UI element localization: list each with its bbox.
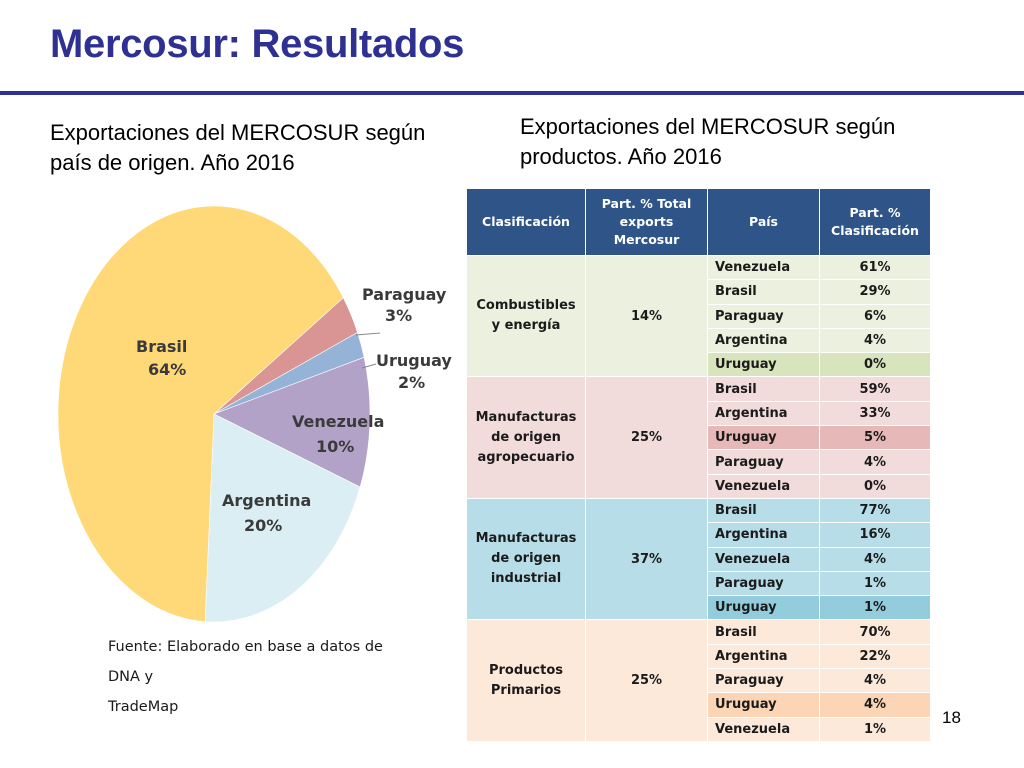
country-cell: Venezuela xyxy=(708,474,820,498)
header-part-clasificacion: Part. % Clasificación xyxy=(820,189,931,256)
country-cell: Brasil xyxy=(708,280,820,304)
country-share-cell: 4% xyxy=(820,693,931,717)
country-cell: Brasil xyxy=(708,620,820,644)
table-row xyxy=(467,498,931,522)
country-share-cell: 4% xyxy=(820,328,931,352)
country-cell: Paraguay xyxy=(708,571,820,595)
category-cell: Combustibles y energía xyxy=(467,256,586,377)
pie-label-name: Argentina xyxy=(222,491,312,510)
exports-table-wrapper xyxy=(466,188,931,742)
country-share-cell: 0% xyxy=(820,353,931,377)
pie-label-value: 64% xyxy=(148,360,187,379)
country-cell: Uruguay xyxy=(708,693,820,717)
country-share-cell: 29% xyxy=(820,280,931,304)
source-line-2: TradeMap xyxy=(108,699,179,715)
country-cell: Argentina xyxy=(708,401,820,425)
pie-label-value: 3% xyxy=(385,306,413,325)
country-share-cell: 22% xyxy=(820,644,931,668)
country-share-cell: 61% xyxy=(820,256,931,280)
country-share-cell: 4% xyxy=(820,547,931,571)
country-cell: Brasil xyxy=(708,377,820,401)
country-cell: Uruguay xyxy=(708,353,820,377)
source-note xyxy=(108,632,408,722)
category-share-cell: 25% xyxy=(586,377,708,498)
country-share-cell: 1% xyxy=(820,596,931,620)
country-cell: Paraguay xyxy=(708,669,820,693)
table-row xyxy=(467,377,931,401)
slide-title: Mercosur: Resultados xyxy=(50,22,465,66)
header-pais: País xyxy=(708,189,820,256)
pie-label-value: 20% xyxy=(244,516,283,535)
country-cell: Argentina xyxy=(708,523,820,547)
country-share-cell: 33% xyxy=(820,401,931,425)
country-cell: Paraguay xyxy=(708,450,820,474)
country-cell: Venezuela xyxy=(708,547,820,571)
country-share-cell: 16% xyxy=(820,523,931,547)
country-share-cell: 0% xyxy=(820,474,931,498)
pie-label-name: Uruguay xyxy=(376,351,452,370)
country-share-cell: 70% xyxy=(820,620,931,644)
category-cell: Productos Primarios xyxy=(467,620,586,741)
country-cell: Argentina xyxy=(708,644,820,668)
source-line-1: Fuente: Elaborado en base a datos de DNA y xyxy=(108,639,383,685)
country-cell: Venezuela xyxy=(708,717,820,741)
country-share-cell: 1% xyxy=(820,717,931,741)
country-cell: Uruguay xyxy=(708,426,820,450)
country-share-cell: 59% xyxy=(820,377,931,401)
pie-label-value: 2% xyxy=(398,373,426,392)
category-share-cell: 37% xyxy=(586,498,708,619)
country-share-cell: 1% xyxy=(820,571,931,595)
country-cell: Paraguay xyxy=(708,304,820,328)
header-clasificacion: Clasificación xyxy=(467,189,586,256)
country-share-cell: 4% xyxy=(820,669,931,693)
country-share-cell: 5% xyxy=(820,426,931,450)
pie-chart-svg xyxy=(40,190,460,700)
pie-label-name: Brasil xyxy=(136,337,188,356)
table-row xyxy=(467,256,931,280)
title-divider xyxy=(0,91,1024,95)
leader-line xyxy=(356,333,380,335)
category-share-cell: 14% xyxy=(586,256,708,377)
table-row xyxy=(467,620,931,644)
country-share-cell: 77% xyxy=(820,498,931,522)
country-cell: Uruguay xyxy=(708,596,820,620)
pie-label-name: Paraguay xyxy=(362,285,447,304)
pie-chart-subtitle: Exportaciones del MERCOSUR según país de origen. Año 2016 xyxy=(50,120,426,175)
slide-number: 18 xyxy=(942,708,961,727)
table-header-row xyxy=(467,189,931,256)
category-cell: Manufacturas de origen industrial xyxy=(467,498,586,619)
pie-chart xyxy=(40,190,460,700)
table-subtitle: Exportaciones del MERCOSUR según productos. Año 2016 xyxy=(520,114,896,169)
country-share-cell: 4% xyxy=(820,450,931,474)
country-share-cell: 6% xyxy=(820,304,931,328)
country-cell: Argentina xyxy=(708,328,820,352)
country-cell: Brasil xyxy=(708,498,820,522)
exports-by-product-table xyxy=(466,188,931,742)
pie-label-name: Venezuela xyxy=(292,412,385,431)
pie-label-value: 10% xyxy=(316,437,355,456)
category-cell: Manufacturas de origen agropecuario xyxy=(467,377,586,498)
header-part-total: Part. % Total exports Mercosur xyxy=(586,189,708,256)
category-share-cell: 25% xyxy=(586,620,708,741)
country-cell: Venezuela xyxy=(708,256,820,280)
